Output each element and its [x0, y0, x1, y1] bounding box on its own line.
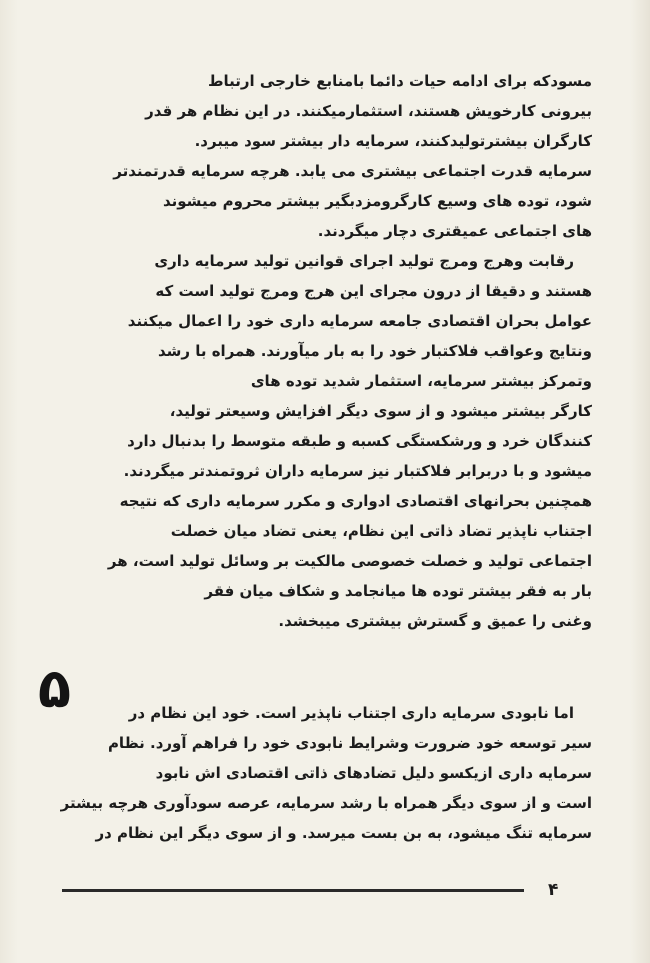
- text-line: سرمایه داری ازیکسو دلیل تضادهای ذاتی اقتصادی اش نابود: [155, 764, 592, 782]
- text-line: وتمرکز بیشتر سرمایه، استثمار شدید توده های: [250, 372, 592, 390]
- text-line: سرمایه قدرت اجتماعی بیشتری می یابد. هرچه سرمایه قدرتمندتر: [113, 162, 592, 180]
- text-line: شود، توده های وسیع کارگرومزدبگیر بیشتر محروم میشوند: [162, 192, 592, 210]
- text-line: رقابت وهرج ومرج تولید اجرای قوانین تولید سرمایه داری: [154, 252, 574, 270]
- text-line: کارگر بیشتر میشود و از سوی دیگر افزایش وسیعتر تولید،: [169, 402, 592, 420]
- text-line: کنندگان خرد و ورشکستگی کسبه و طبقه متوسط را بدنبال دارد: [127, 432, 592, 450]
- text-line: است و از سوی دیگر همراه با رشد سرمایه، عرصه سودآوری هرچه بیشتر: [60, 794, 592, 812]
- footer-rule: [62, 889, 524, 892]
- text-line: های اجتماعی عمیقتری دچار میگردند.: [317, 222, 592, 240]
- page-number: ۴: [548, 880, 559, 900]
- text-line: اجتناب ناپذیر تضاد ذاتی این نظام، یعنی تضاد میان خصلت: [170, 522, 592, 540]
- text-line: هستند و دقیقا از درون مجرای این هرج ومرج تولید است که: [155, 282, 592, 300]
- text-line: همچنین بحرانهای اقتصادی ادواری و مکرر سرمایه داری که نتیجه: [119, 492, 592, 510]
- paragraph-2: [52, 246, 592, 636]
- paragraph-1: [52, 66, 592, 246]
- text-line: اجتماعی تولید و خصلت خصوصی مالکیت بر وسائل تولید است، هر: [107, 552, 592, 570]
- section-number: ۵: [38, 657, 71, 720]
- text-line: سرمایه تنگ میشود، به بن بست میرسد. و از سوی دیگر این نظام در: [95, 824, 592, 842]
- text-line: عوامل بحران اقتصادی جامعه سرمایه داری خود را اعمال میکنند: [127, 312, 592, 330]
- text-line: سیر توسعه خود ضرورت وشرایط نابودی خود را فراهم آورد. نظام: [107, 734, 592, 752]
- text-line: ونتایج وعواقب فلاکتبار خود را به بار میآورند. همراه با رشد: [157, 342, 592, 360]
- text-line: اما نابودی سرمایه داری اجتناب ناپذیر است. خود این نظام در: [128, 704, 574, 722]
- text-line: کارگران بیشترتولیدکنند، سرمایه دار بیشتر سود میبرد.: [194, 132, 592, 150]
- text-line: وغنی را عمیق و گسترش بیشتری میبخشد.: [278, 612, 592, 630]
- paragraph-3: [52, 698, 592, 848]
- text-line: بار به فقر بیشتر توده ها میانجامد و شکاف میان فقر: [204, 582, 592, 600]
- text-line: بیرونی کارخویش هستند، استثمارمیکنند. در این نظام هر قدر: [145, 102, 592, 120]
- text-line: مسودکه برای ادامه حیات دائما بامنابع خارجی ارتباط: [207, 72, 592, 90]
- text-line: میشود و با دربرابر فلاکتبار نیز سرمایه داران ثروتمندتر میگردند.: [123, 462, 592, 480]
